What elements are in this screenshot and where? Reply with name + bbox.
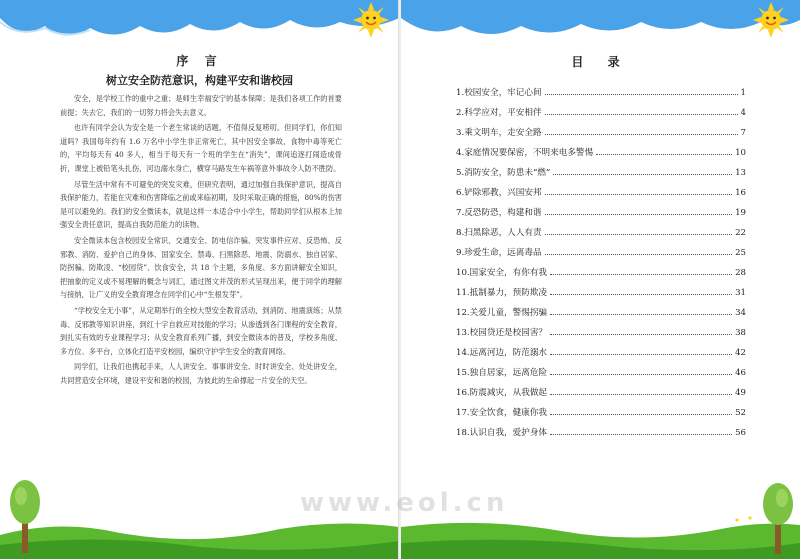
flower-icon <box>731 510 757 530</box>
toc-entry[interactable] <box>456 286 746 306</box>
toc-entry[interactable] <box>456 386 746 406</box>
toc-leader-dots <box>545 214 733 215</box>
toc-leader-dots <box>550 354 732 355</box>
toc-entry-label: 10.国家安全，有你有我 <box>456 268 548 278</box>
sky-cloud-border <box>0 0 399 40</box>
toc-entry-page: 10 <box>735 148 746 158</box>
toc-entry[interactable] <box>456 346 746 366</box>
toc-leader-dots <box>545 134 738 135</box>
preface-paragraph: “学校安全无小事”，从定期举行的全校大型安全教育活动，到消防、地震演练；从禁毒、反邪教等知识讲座，到红十字自救应对技能的学习；从渗透到各门课程的安全教育，到扎实有效的专业课程学习；从安全教育系列广播，到安全微读本的普及，学校多角度、多方位、多平台，立体化打造平安校园，编织守护学生安全的教育网络。 <box>60 305 342 356</box>
toc-entry[interactable] <box>456 206 746 226</box>
toc-leader-dots <box>550 334 732 335</box>
toc-entry[interactable] <box>456 366 746 386</box>
table-of-contents <box>456 86 746 446</box>
toc-entry[interactable] <box>456 126 746 146</box>
toc-entry-page: 56 <box>735 428 746 438</box>
toc-entry[interactable] <box>456 326 746 346</box>
toc-entry[interactable] <box>456 106 746 126</box>
toc-leader-dots <box>550 374 732 375</box>
toc-entry-label: 1.校园安全，牢记心间 <box>456 88 542 98</box>
toc-entry[interactable] <box>456 226 746 246</box>
toc-entry-label: 14.远离河边，防范溺水 <box>456 348 548 358</box>
toc-entry-label: 5.消防安全，防患未“燃” <box>456 168 551 178</box>
toc-entry-page: 16 <box>735 188 746 198</box>
toc-entry-page: 25 <box>735 248 746 258</box>
preface-paragraph: 也许有同学会认为安全是一个老生常谈的话题，不值得反复唠叨。但同学们，你们知道吗？我国每年约有 1.6 万名中小学生非正常死亡，其中因安全事故、食物中毒等死亡的，平均每天有 40 多人，相当于每天有一个班的学生在“消失”，课间追逐打闹造成骨折，课堂上被铅笔头扎伤，河边溺水身亡，横穿马路发生车祸等意外事故令人防不胜防。 <box>60 123 342 173</box>
toc-entry-label: 15.独自居家，远离危险 <box>456 368 548 378</box>
sun-icon <box>753 2 789 38</box>
preface-paragraph: 安全，是学校工作的重中之重；是师生幸福安宁的基本保障；是我们各项工作的首要前提；失去它，我们的一切努力将会失去意义。 <box>60 94 342 117</box>
toc-entry[interactable] <box>456 406 746 426</box>
toc-entry[interactable] <box>456 166 746 186</box>
preface-paragraph: 尽管生活中常有不可避免的突发灾难，但研究表明，通过加强自我保护意识，提高自我保护能力，若能在灾难和伤害降临之前或来临初期，及时采取正确的措施，80%的伤害是可以避免的。我们的安全微读本，就是这样一本适合中小学生，帮助同学们从根本上加强安全责任意识，提高自我防范能力的读物。 <box>60 179 342 230</box>
toc-entry-label: 3.乘文明车，走安全路 <box>456 128 542 138</box>
toc-leader-dots <box>550 394 732 395</box>
toc-leader-dots <box>550 434 732 435</box>
toc-entry-label: 11.抵制暴力，预防欺凌 <box>456 288 548 298</box>
left-page <box>0 0 399 559</box>
toc-entry-label: 12.关爱儿童，警惕拐骗 <box>456 308 548 318</box>
tree-icon <box>761 482 795 554</box>
toc-entry-page: 34 <box>735 308 746 318</box>
toc-leader-dots <box>545 254 733 255</box>
toc-entry-label: 6.铲除邪教，兴国安邦 <box>456 188 542 198</box>
toc-leader-dots <box>550 294 732 295</box>
toc-entry-page: 52 <box>735 408 746 418</box>
toc-entry-label: 18.认识自我，爱护身体 <box>456 428 548 438</box>
toc-entry-page: 42 <box>735 348 746 358</box>
preface-heading: 序 言 <box>176 54 223 68</box>
toc-leader-dots <box>550 274 732 275</box>
watermark: www.eol.cn <box>300 488 509 518</box>
preface-paragraph: 安全微读本包含校园安全常识、交通安全、防电信诈骗、突发事件应对、反恐怖、反邪教、消防、爱护自己的身体、国家安全、禁毒、扫黑除恶、地震、防溺水、独自居家、防拐骗、防欺凌、“校园贷”、饮食安全，共 18 个主题，多角度、多方面讲解安全知识，把抽象的定义或不易理解的概念与词汇，通过图文并茂的形式呈现出来，便于同学的理解与接纳，让广义的安全教育理念在同学们心中“生根发芽”。 <box>60 235 342 300</box>
preface-subtitle: 树立安全防范意识，构建平安和谐校园 <box>106 74 293 87</box>
preface-body <box>60 92 342 389</box>
toc-entry[interactable] <box>456 146 746 166</box>
toc-entry-page: 38 <box>735 328 746 338</box>
toc-entry-page: 22 <box>735 228 746 238</box>
toc-leader-dots <box>545 234 733 235</box>
toc-heading: 目 录 <box>571 55 630 69</box>
toc-entry-page: 7 <box>740 128 746 138</box>
right-page <box>401 0 800 559</box>
toc-entry-page: 46 <box>735 368 746 378</box>
toc-entry[interactable] <box>456 266 746 286</box>
preface-paragraph: 同学们，让我们也携起手来，人人讲安全、事事讲安全、时时讲安全、处处讲安全，共同营造安全环境，建设平安和谐的校园，为彼此的生命撑起一片安全的天空。 <box>60 362 342 385</box>
sky-cloud-border <box>401 0 800 40</box>
toc-entry-label: 16.防震减灾，从我做起 <box>456 388 548 398</box>
toc-entry-label: 13.校园贷还是校园害？ <box>456 328 548 338</box>
toc-entry-label: 7.反恐防恐，构建和谐 <box>456 208 542 218</box>
toc-entry[interactable] <box>456 426 746 446</box>
toc-leader-dots <box>550 414 732 415</box>
toc-entry-page: 1 <box>740 88 746 98</box>
toc-entry-label: 4.家庭情况要保密，不明来电多警惕 <box>456 148 594 158</box>
toc-entry-label: 17.安全饮食，健康你我 <box>456 408 548 418</box>
toc-entry[interactable] <box>456 306 746 326</box>
toc-entry-page: 19 <box>735 208 746 218</box>
toc-leader-dots <box>545 194 733 195</box>
sun-icon <box>353 2 389 38</box>
toc-entry-label: 2.科学应对，平安相伴 <box>456 108 542 118</box>
toc-entry-page: 28 <box>735 268 746 278</box>
toc-entry[interactable] <box>456 246 746 266</box>
toc-entry[interactable] <box>456 86 746 106</box>
toc-entry-page: 4 <box>740 108 746 118</box>
toc-entry-page: 31 <box>735 288 746 298</box>
toc-leader-dots <box>550 314 732 315</box>
toc-entry[interactable] <box>456 186 746 206</box>
toc-entry-page: 13 <box>735 168 746 178</box>
toc-entry-page: 49 <box>735 388 746 398</box>
toc-leader-dots <box>596 154 732 155</box>
toc-leader-dots <box>553 174 732 175</box>
toc-leader-dots <box>545 114 738 115</box>
tree-icon <box>8 478 42 553</box>
toc-entry-label: 8.扫黑除恶，人人有责 <box>456 228 542 238</box>
toc-leader-dots <box>545 94 738 95</box>
toc-entry-label: 9.珍爱生命，远离毒品 <box>456 248 542 258</box>
